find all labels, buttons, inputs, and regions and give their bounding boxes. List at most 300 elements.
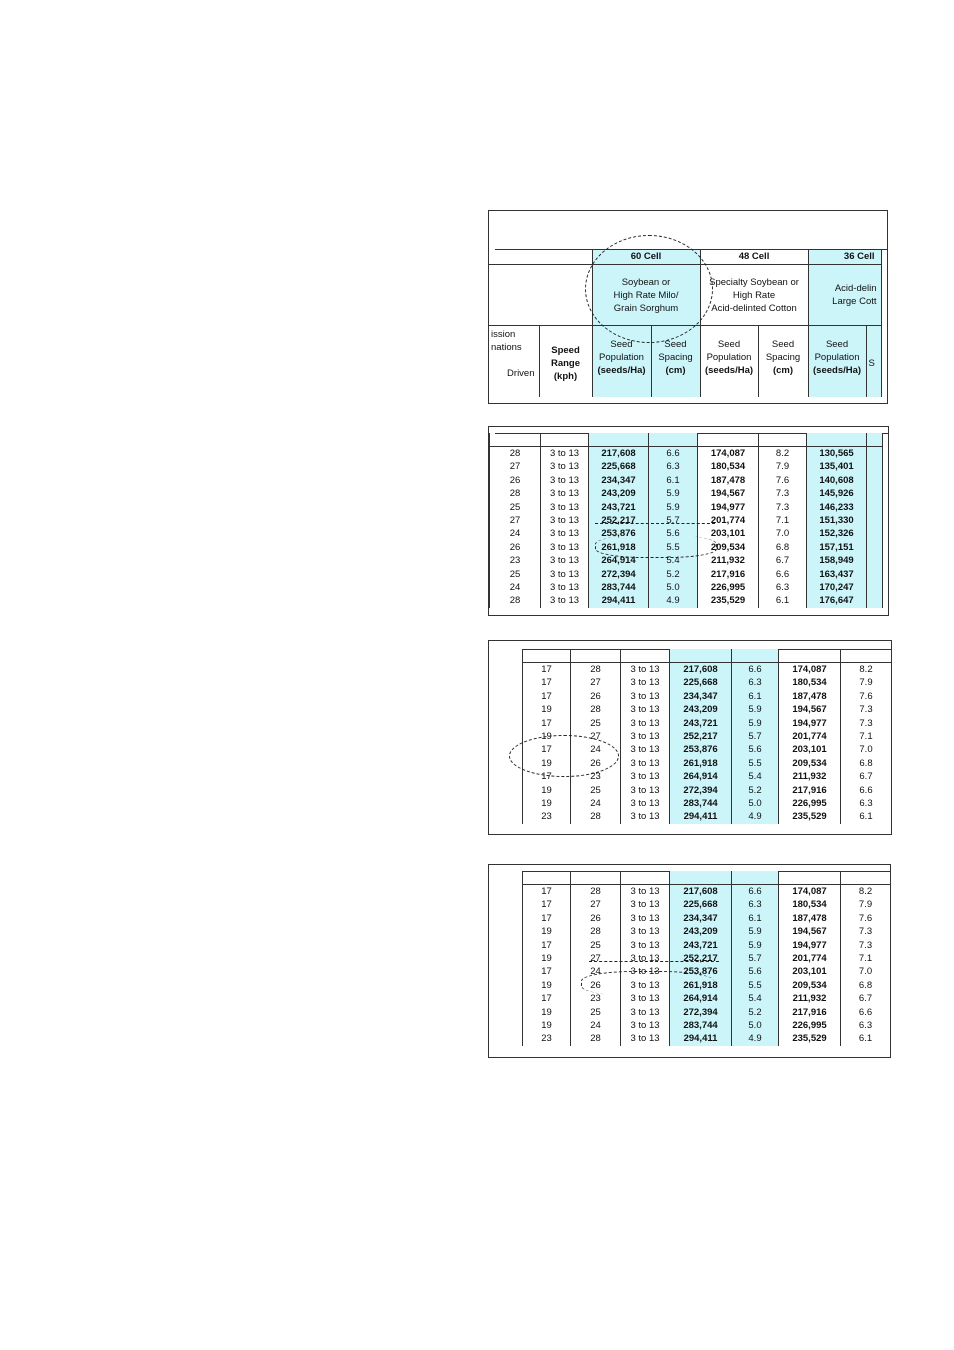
table-row [523,743,892,756]
table-cell: 5.5 [649,541,698,554]
table-cell: 23 [490,554,541,567]
table-row [523,797,892,810]
table-cell: 217,916 [779,1006,841,1019]
table-cell: 23 [523,1032,571,1045]
table-cell: 217,916 [698,568,759,581]
data-panel-3 [488,640,892,835]
table-cell: 6.7 [841,770,892,783]
table-cell: 7.1 [759,514,807,527]
table-cell: 17 [523,939,571,952]
table-cell: 3 to 13 [541,554,589,567]
table-cell: 235,529 [779,1032,841,1045]
table-cell: 180,534 [698,460,759,473]
table-cell: 201,774 [779,952,841,965]
table-cell: 6.8 [759,541,807,554]
table-cell: 3 to 13 [621,1019,670,1032]
table-cell: 23 [571,992,621,1005]
table-cell: 17 [523,965,571,978]
table-cell: 5.7 [732,952,779,965]
table-cell: 24 [571,743,621,756]
table-cell: 4.9 [732,1032,779,1045]
table-cell: 6.6 [841,784,892,797]
table-cell: 226,995 [779,1019,841,1032]
table-row [523,1032,891,1045]
table-cell [867,554,883,567]
table-cell: 6.6 [649,447,698,461]
table-cell: 201,774 [698,514,759,527]
table-cell: 5.5 [732,979,779,992]
table-cell: 135,401 [807,460,867,473]
table-cell: 3 to 13 [541,447,589,461]
table-cell: 203,101 [779,965,841,978]
table-cell: 3 to 13 [621,810,670,823]
table-cell: 3 to 13 [541,487,589,500]
table-cell: 6.3 [732,898,779,911]
table-cell: 209,534 [779,757,841,770]
table-cell: 6.6 [732,885,779,899]
table-cell: 3 to 13 [621,730,670,743]
table-cell: 5.0 [732,1019,779,1032]
table-cell: 8.2 [759,447,807,461]
table-row [490,527,883,540]
table-cell: 283,744 [589,581,649,594]
table-header-row [523,871,891,885]
table-cell [867,487,883,500]
table-row [490,474,883,487]
table-row [523,757,892,770]
table-cell: 3 to 13 [541,568,589,581]
table-cell: 24 [571,1019,621,1032]
table-cell [867,568,883,581]
table-header-row [490,433,883,447]
table-cell: 243,209 [670,925,732,938]
data-panel-4 [488,864,891,1058]
table-cell: 5.6 [732,965,779,978]
table-cell: 3 to 13 [541,501,589,514]
table-cell: 17 [523,690,571,703]
col-seed-pop-36: Seed Population (seeds/Ha) [808,326,866,389]
table-cell: 24 [571,797,621,810]
table-cell: 24 [571,965,621,978]
table-cell: 225,668 [670,676,732,689]
table-cell: 17 [523,743,571,756]
table-cell: 19 [523,730,571,743]
table-row [523,979,891,992]
table-cell: 294,411 [670,810,732,823]
table-cell: 5.2 [732,1006,779,1019]
table-cell [867,447,883,461]
table-cell: 25 [571,1006,621,1019]
table-cell: 3 to 13 [621,1006,670,1019]
table-row [523,885,891,899]
table-cell: 3 to 13 [621,925,670,938]
table-cell: 201,774 [779,730,841,743]
table-cell: 3 to 13 [621,979,670,992]
table-cell: 243,209 [670,703,732,716]
cell-header-48: 48 Cell [700,250,808,265]
table-cell: 145,926 [807,487,867,500]
table-cell: 6.3 [649,460,698,473]
table-cell: 5.2 [649,568,698,581]
table-cell: 3 to 13 [621,717,670,730]
table-cell: 17 [523,717,571,730]
table-row [523,730,892,743]
table-cell: 19 [523,797,571,810]
table-cell: 26 [571,757,621,770]
table-cell: 140,608 [807,474,867,487]
table-cell: 130,565 [807,447,867,461]
table-cell: 5.0 [649,581,698,594]
table-cell: 3 to 13 [541,474,589,487]
col-transmission: ission nations Driven [489,326,539,389]
table-row [490,568,883,581]
table-cell: 3 to 13 [621,797,670,810]
col-cut-36: S [866,326,881,389]
table-cell: 253,876 [670,965,732,978]
table-cell [867,594,883,607]
table-cell: 5.5 [732,757,779,770]
table-row [523,952,891,965]
table-cell: 25 [571,939,621,952]
table-cell: 3 to 13 [541,514,589,527]
table-cell: 294,411 [670,1032,732,1045]
table-cell: 6.6 [759,568,807,581]
table-cell: 174,087 [779,885,841,899]
col-speed-range: Speed Range (kph) [539,326,592,389]
table-cell: 211,932 [779,770,841,783]
table-cell: 243,721 [670,939,732,952]
table-cell: 3 to 13 [621,965,670,978]
table-cell: 235,529 [698,594,759,607]
table-row [523,770,892,783]
table-cell: 19 [523,1019,571,1032]
table-cell: 187,478 [779,690,841,703]
table-cell: 261,918 [589,541,649,554]
table-cell: 187,478 [698,474,759,487]
panel4-table [522,871,891,1046]
table-cell: 3 to 13 [621,690,670,703]
table-cell [867,501,883,514]
table-cell: 28 [490,487,541,500]
table-cell: 17 [523,885,571,899]
table-cell: 3 to 13 [621,939,670,952]
table-cell: 217,608 [589,447,649,461]
table-cell: 19 [523,757,571,770]
table-cell: 5.7 [732,730,779,743]
table-cell: 283,744 [670,797,732,810]
table-cell: 3 to 13 [621,912,670,925]
table-cell: 264,914 [670,992,732,1005]
table-cell: 5.0 [732,797,779,810]
table-cell: 3 to 13 [621,757,670,770]
table-cell: 17 [523,770,571,783]
table-cell: 7.9 [841,898,891,911]
table-cell: 7.9 [759,460,807,473]
table-row [523,690,892,703]
data-panel-2 [488,426,889,616]
table-cell: 3 to 13 [621,992,670,1005]
table-cell: 253,876 [670,743,732,756]
table-cell: 7.1 [841,730,892,743]
table-cell: 226,995 [698,581,759,594]
table-cell: 7.3 [759,501,807,514]
table-header-row [523,649,892,663]
table-cell: 7.1 [841,952,891,965]
table-cell: 203,101 [698,527,759,540]
table-cell: 6.3 [841,797,892,810]
table-cell: 3 to 13 [621,1032,670,1045]
table-cell: 24 [490,527,541,540]
table-cell: 3 to 13 [621,784,670,797]
table-cell: 152,326 [807,527,867,540]
table-cell: 6.8 [841,979,891,992]
table-cell: 17 [523,676,571,689]
table-cell: 252,217 [670,952,732,965]
table-cell: 225,668 [589,460,649,473]
table-cell: 3 to 13 [621,952,670,965]
table-cell: 264,914 [589,554,649,567]
table-cell: 217,608 [670,663,732,677]
table-cell: 19 [523,952,571,965]
dashed-mark-row6 [595,523,715,524]
table-row [490,501,883,514]
table-row [490,487,883,500]
table-row [490,554,883,567]
table-cell: 174,087 [779,663,841,677]
table-cell: 170,247 [807,581,867,594]
table-cell: 7.3 [841,717,892,730]
table-cell: 217,608 [670,885,732,899]
table-row [523,1019,891,1032]
table-row [523,663,892,677]
cell-header-36: 36 Cell [808,250,881,265]
table-cell: 19 [523,1006,571,1019]
table-cell: 6.3 [841,1019,891,1032]
col-seed-pop-60: Seed Population (seeds/Ha) [592,326,651,389]
table-cell: 5.9 [732,939,779,952]
table-cell: 252,217 [670,730,732,743]
table-cell: 6.1 [732,690,779,703]
col-seed-spacing-60: Seed Spacing (cm) [651,326,700,389]
table-cell: 27 [571,952,621,965]
table-cell: 7.6 [841,912,891,925]
table-cell: 5.9 [732,717,779,730]
table-cell: 234,347 [670,912,732,925]
table-cell: 5.6 [649,527,698,540]
crop-desc-36: Acid-delin Large Cott [808,265,881,326]
table-cell: 4.9 [732,810,779,823]
table-cell: 252,217 [589,514,649,527]
table-cell [867,527,883,540]
table-cell: 3 to 13 [541,581,589,594]
table-cell: 7.3 [841,703,892,716]
table-cell: 7.0 [841,965,891,978]
cell-header-60: 60 Cell [592,250,700,265]
table-cell: 194,567 [779,703,841,716]
table-cell: 5.9 [649,487,698,500]
table-cell [867,581,883,594]
table-cell: 3 to 13 [621,663,670,677]
table-cell: 27 [490,460,541,473]
table-cell: 194,567 [779,925,841,938]
table-cell: 226,995 [779,797,841,810]
table-cell: 157,151 [807,541,867,554]
crop-desc-60: Soybean or High Rate Milo/ Grain Sorghum [592,265,700,326]
table-cell: 261,918 [670,757,732,770]
table-cell: 294,411 [589,594,649,607]
table-cell: 28 [571,663,621,677]
table-cell: 25 [571,717,621,730]
table-cell: 24 [490,581,541,594]
table-cell: 27 [571,898,621,911]
table-cell: 17 [523,898,571,911]
table-cell: 217,916 [779,784,841,797]
table-cell: 7.0 [759,527,807,540]
table-cell: 25 [490,501,541,514]
table-cell: 6.8 [841,757,892,770]
table-cell: 272,394 [670,1006,732,1019]
table-cell: 28 [490,594,541,607]
table-cell: 243,721 [589,501,649,514]
table-cell: 194,977 [779,939,841,952]
table-cell: 27 [490,514,541,527]
table-cell: 28 [571,1032,621,1045]
table-row [490,514,883,527]
table-cell: 6.1 [649,474,698,487]
table-cell: 3 to 13 [541,594,589,607]
table-cell: 264,914 [670,770,732,783]
table-row [523,810,892,823]
table-cell: 5.9 [732,703,779,716]
panel3-table [522,649,892,824]
table-row [490,460,883,473]
table-cell: 5.4 [649,554,698,567]
table-cell: 17 [523,663,571,677]
table-cell: 211,932 [779,992,841,1005]
table-row [523,898,891,911]
table-cell: 7.6 [759,474,807,487]
table-cell: 174,087 [698,447,759,461]
table-cell: 194,977 [698,501,759,514]
table-cell: 28 [571,885,621,899]
table-row [523,925,891,938]
table-cell: 3 to 13 [541,527,589,540]
table-cell: 187,478 [779,912,841,925]
table-cell: 5.6 [732,743,779,756]
table-row [523,784,892,797]
table-cell [867,514,883,527]
table-cell: 7.3 [841,939,891,952]
table-cell: 6.1 [732,912,779,925]
table-cell: 25 [490,568,541,581]
table-cell: 7.3 [759,487,807,500]
table-cell: 5.2 [732,784,779,797]
table-cell: 19 [523,925,571,938]
table-row [523,992,891,1005]
table-cell: 4.9 [649,594,698,607]
table-cell: 151,330 [807,514,867,527]
table-cell: 283,744 [670,1019,732,1032]
table-row [490,581,883,594]
table-cell: 225,668 [670,898,732,911]
table-cell: 5.4 [732,992,779,1005]
table-cell: 3 to 13 [621,676,670,689]
panel2-table [489,433,883,608]
table-cell: 28 [571,810,621,823]
table-cell: 209,534 [698,541,759,554]
table-row [523,676,892,689]
table-cell: 19 [523,703,571,716]
table-cell: 209,534 [779,979,841,992]
table-cell: 243,209 [589,487,649,500]
table-cell: 5.9 [732,925,779,938]
dashed-mark-row6-p4 [589,961,719,962]
table-cell: 17 [523,992,571,1005]
table-cell: 6.6 [732,663,779,677]
table-cell: 6.1 [759,594,807,607]
table-cell: 28 [571,925,621,938]
table-row [523,912,891,925]
table-row [490,594,883,607]
table-cell: 6.7 [759,554,807,567]
table-cell [867,541,883,554]
crop-desc-48: Specialty Soybean or High Rate Acid-delinted Cotton [700,265,808,326]
table-cell: 19 [523,784,571,797]
table-cell: 26 [490,474,541,487]
table-cell: 180,534 [779,898,841,911]
table-cell: 23 [523,810,571,823]
table-cell: 17 [523,912,571,925]
table-cell: 26 [571,690,621,703]
table-cell: 146,233 [807,501,867,514]
header-table [489,249,882,397]
table-cell: 5.4 [732,770,779,783]
table-cell: 19 [523,979,571,992]
table-row [523,703,892,716]
table-cell: 7.6 [841,690,892,703]
table-cell: 3 to 13 [541,460,589,473]
table-cell: 243,721 [670,717,732,730]
table-cell: 3 to 13 [621,770,670,783]
table-cell: 6.1 [841,810,892,823]
table-cell: 3 to 13 [621,898,670,911]
table-cell: 26 [571,979,621,992]
table-cell: 203,101 [779,743,841,756]
table-cell: 253,876 [589,527,649,540]
table-cell: 3 to 13 [621,703,670,716]
table-cell: 180,534 [779,676,841,689]
table-cell: 7.0 [841,743,892,756]
table-cell: 176,647 [807,594,867,607]
table-row [523,717,892,730]
table-cell: 235,529 [779,810,841,823]
table-cell: 158,949 [807,554,867,567]
table-cell: 163,437 [807,568,867,581]
table-cell: 6.3 [732,676,779,689]
table-cell: 8.2 [841,663,892,677]
table-row [490,541,883,554]
table-cell: 5.9 [649,501,698,514]
table-cell [867,474,883,487]
table-row [523,965,891,978]
table-cell: 28 [490,447,541,461]
table-cell: 5.7 [649,514,698,527]
table-cell: 234,347 [589,474,649,487]
table-cell: 23 [571,770,621,783]
table-cell: 3 to 13 [621,885,670,899]
table-cell: 26 [490,541,541,554]
table-row [523,1006,891,1019]
